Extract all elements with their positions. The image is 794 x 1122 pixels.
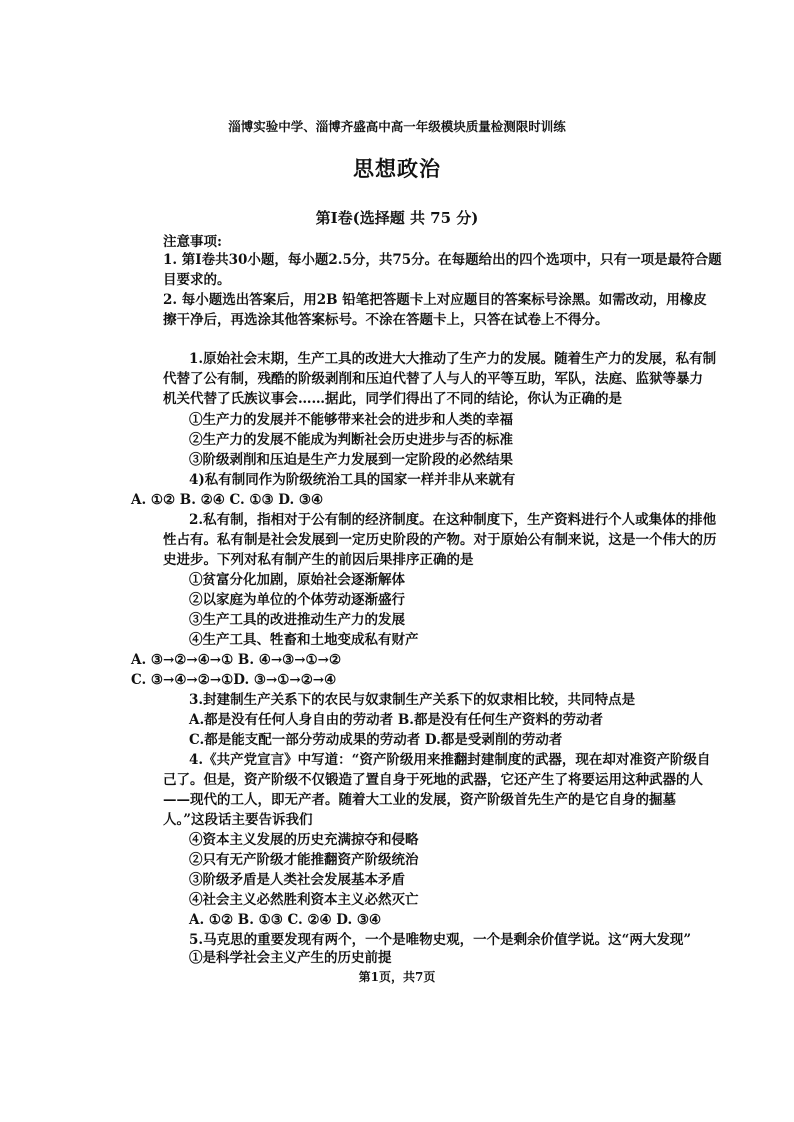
q4-stem-line-1: 4.《共产党宣言》中写道：“资产阶级用来推翻封建制度的武器，现在却对准资产阶级自 (189, 752, 711, 768)
q4-stem-line-3: ——现代的工人，即无产者。随着大工业的发展，资产阶级首先生产的是它自身的掘墓 (163, 792, 676, 808)
school-header: 淄博实验中学、淄博齐盛高中高一年级模块质量检测限时训练 (228, 119, 566, 134)
q3-answers-line-1: A.都是没有任何人身自由的劳动者 B.都是没有任何生产资料的劳动者 (189, 712, 603, 728)
notice-item-1-line-2: 目要求的。 (163, 272, 231, 288)
section-title: 第Ⅰ卷(选择题 共 75 分) (315, 209, 479, 227)
q4-option-2: ②只有无产阶级才能推翻资产阶级统治 (189, 852, 419, 868)
q4-stem-line-2: 己了。但是，资产阶级不仅锻造了置自身于死地的武器，它还产生了将要运用这种武器的人 (163, 772, 703, 788)
q1-option-2: ②生产力的发展不能成为判断社会历史进步与否的标准 (189, 432, 513, 448)
q5-stem: 5.马克思的重要发现有两个，一个是唯物史观，一个是剩余价值学说。这“两大发现” (189, 932, 692, 948)
q1-answers: A. ①② B. ②④ C. ①③ D. ③④ (131, 492, 324, 508)
q4-stem-line-4: 人。”这段话主要告诉我们 (163, 812, 313, 828)
subject-title: 思想政治 (353, 156, 441, 181)
q2-stem-line-2: 性占有。私有制是社会发展到一定历史阶段的产物。对于原始公有制来说，这是一个伟大的历 (163, 532, 717, 548)
notice-item-1-line-1: 1. 第Ⅰ卷共30小题，每小题2.5分，共75分。在每题给出的四个选项中，只有一项是最符合题 (163, 252, 722, 268)
notice-item-2-line-1: 2. 每小题选出答案后，用2B 铅笔把答题卡上对应题目的答案标号涂黑。如需改动，用橡皮 (163, 292, 707, 308)
q1-stem-line-3: 机关代替了氏族议事会……据此，同学们得出了不同的结论，你认为正确的是 (163, 391, 622, 407)
q1-stem-line-1: 1.原始社会末期，生产工具的改进大大推动了生产力的发展。随着生产力的发展，私有制 (189, 351, 717, 367)
page-footer: 第1页，共7页 (358, 970, 436, 984)
q1-option-3: ③阶级剥削和压迫是生产力发展到一定阶段的必然结果 (189, 452, 513, 468)
q2-option-1: ①贫富分化加剧，原始社会逐渐解体 (189, 572, 405, 588)
q2-answers-line-1: A. ③→②→④→① B. ④→③→①→② (131, 652, 342, 668)
q2-stem-line-1: 2.私有制，指相对于公有制的经济制度。在这种制度下，生产资料进行个人或集体的排他 (189, 512, 717, 528)
q1-option-4: 4)私有制同作为阶级统治工具的国家一样并非从来就有 (189, 472, 516, 488)
q5-option-1: ①是科学社会主义产生的历史前提 (189, 950, 392, 966)
q2-option-4: ④生产工具、牲畜和土地变成私有财产 (189, 632, 419, 648)
q1-stem-line-2: 代替了公有制，残酷的阶级剥削和压迫代替了人与人的平等互助，军队，法庭、监狱等暴力 (163, 371, 703, 387)
q4-option-3: ③阶级矛盾是人类社会发展基本矛盾 (189, 872, 405, 888)
notice-title: 注意事项: (163, 234, 222, 250)
q1-option-1: ①生产力的发展并不能够带来社会的进步和人类的幸福 (189, 412, 513, 428)
q3-stem: 3.封建制生产关系下的农民与奴隶制生产关系下的奴隶相比较，共同特点是 (189, 692, 636, 708)
q4-option-1: ④资本主义发展的历史充满掠夺和侵略 (189, 832, 419, 848)
q4-option-4: ④社会主义必然胜利资本主义必然灭亡 (189, 892, 419, 908)
q2-stem-line-3: 史进步。下列对私有制产生的前因后果排序正确的是 (163, 552, 474, 568)
q4-answers: A. ①② B. ①③ C. ②④ D. ③④ (189, 912, 382, 928)
q2-option-3: ③生产工具的改进推动生产力的发展 (189, 612, 405, 628)
q2-answers-line-2: C. ③→④→②→①D. ③→①→②→④ (131, 672, 337, 688)
q3-answers-line-2: C.都是能支配一部分劳动成果的劳动者 D.都是受剥削的劳动者 (189, 732, 563, 748)
q2-option-2: ②以家庭为单位的个体劳动逐渐盛行 (189, 592, 405, 608)
notice-item-2-line-2: 擦干净后，再选涂其他答案标号。不涂在答题卡上，只答在试卷上不得分。 (163, 312, 609, 328)
